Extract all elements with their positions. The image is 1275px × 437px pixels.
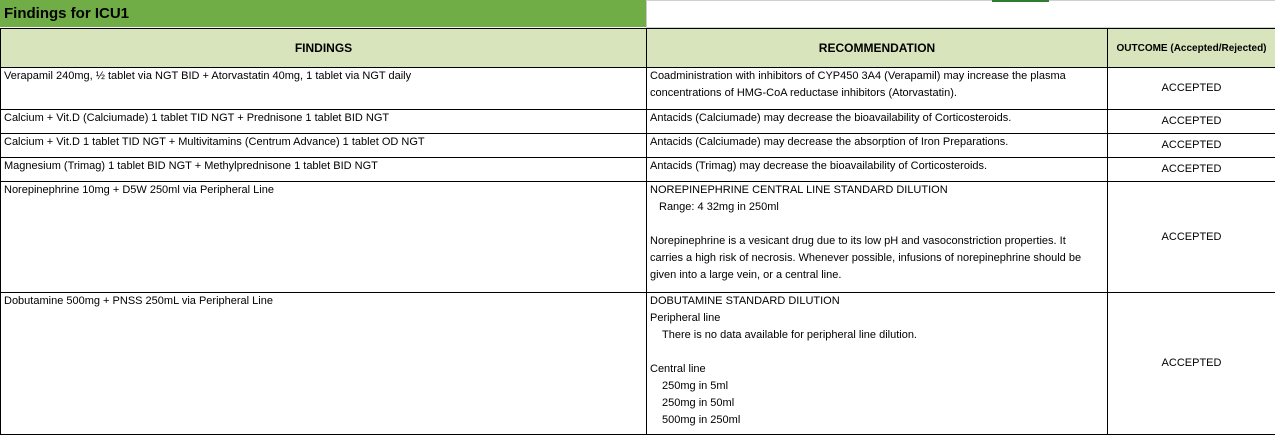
table-row — [1, 134, 1275, 158]
findings-table — [0, 28, 1275, 435]
header-findings[interactable]: FINDINGS — [1, 29, 647, 68]
finding-cell[interactable]: Calcium + Vit.D (Calciumade) 1 tablet TID NGT + Prednisone 1 tablet BID NGT — [1, 110, 647, 134]
outcome-cell[interactable]: ACCEPTED — [1108, 110, 1275, 134]
outcome-cell[interactable]: ACCEPTED — [1108, 68, 1275, 110]
finding-cell[interactable]: Magnesium (Trimag) 1 tablet BID NGT + Methylprednisone 1 tablet BID NGT — [1, 158, 647, 182]
recommendation-line: 250mg in 5ml — [662, 380, 729, 392]
recommendation-cell[interactable] — [647, 110, 1108, 134]
header-recommendation[interactable]: RECOMMENDATION — [647, 29, 1108, 68]
table-row — [1, 182, 1275, 293]
recommendation-line: There is no data available for peripheral line dilution. — [662, 329, 917, 341]
recommendation-line: Antacids (Calciumade) may decrease the absorption of Iron Preparations. — [650, 136, 1009, 148]
recommendation-line: 250mg in 50ml — [662, 397, 735, 409]
recommendation-line: Range: 4 32mg in 250ml — [659, 201, 779, 213]
recommendation-cell[interactable] — [647, 68, 1108, 110]
recommendation-line: carries a high risk of necrosis. Whenever possible, infusions of norepinephrine should be — [650, 252, 1082, 264]
header-outcome[interactable]: OUTCOME (Accepted/Rejected) — [1108, 29, 1275, 68]
spacer — [650, 216, 1104, 233]
spacer — [650, 344, 1104, 361]
recommendation-line: DOBUTAMINE STANDARD DILUTION — [650, 295, 840, 307]
outcome-cell[interactable]: ACCEPTED — [1108, 293, 1275, 435]
recommendation-line: concentrations of HMG-CoA reductase inhibitors (Atorvastatin). — [650, 87, 957, 99]
finding-cell[interactable]: Calcium + Vit.D 1 tablet TID NGT + Multivitamins (Centrum Advance) 1 tablet OD NGT — [1, 134, 647, 158]
recommendation-cell[interactable] — [647, 182, 1108, 293]
sheet-title: Findings for ICU1 — [4, 5, 129, 22]
cell-selection-accent — [992, 0, 1049, 2]
recommendation-cell[interactable] — [647, 158, 1108, 182]
recommendation-line: Coadministration with inhibitors of CYP450 3A4 (Verapamil) may increase the plasma — [650, 70, 1066, 82]
recommendation-cell[interactable] — [647, 293, 1108, 435]
recommendation-cell[interactable] — [647, 134, 1108, 158]
divider — [646, 0, 1275, 1]
table-row — [1, 110, 1275, 134]
outcome-cell[interactable]: ACCEPTED — [1108, 134, 1275, 158]
outcome-cell[interactable]: ACCEPTED — [1108, 158, 1275, 182]
recommendation-line: Peripheral line — [650, 312, 721, 324]
recommendation-line: given into a large vein, or a central line. — [650, 269, 842, 281]
finding-cell[interactable]: Norepinephrine 10mg + D5W 250ml via Peripheral Line — [1, 182, 647, 293]
table-row — [1, 293, 1275, 435]
recommendation-line: Norepinephrine is a vesicant drug due to its low pH and vasoconstriction properties. It — [650, 235, 1066, 247]
recommendation-line: NOREPINEPHRINE CENTRAL LINE STANDARD DILUTION — [650, 184, 948, 196]
table-row — [1, 158, 1275, 182]
finding-cell[interactable]: Verapamil 240mg, ½ tablet via NGT BID + Atorvastatin 40mg, 1 tablet via NGT daily — [1, 68, 647, 110]
finding-cell[interactable]: Dobutamine 500mg + PNSS 250mL via Peripheral Line — [1, 293, 647, 435]
header-row — [1, 29, 1275, 68]
recommendation-line: Central line — [650, 363, 706, 375]
sheet-title-bar — [0, 0, 647, 27]
table-row — [1, 68, 1275, 110]
recommendation-line: Antacids (Calciumade) may decrease the bioavailability of Corticosteroids. — [650, 112, 1012, 124]
recommendation-line: Antacids (Trimag) may decrease the bioavailability of Corticosteroids. — [650, 160, 988, 172]
recommendation-line: 500mg in 250ml — [662, 414, 741, 426]
outcome-cell[interactable]: ACCEPTED — [1108, 182, 1275, 293]
